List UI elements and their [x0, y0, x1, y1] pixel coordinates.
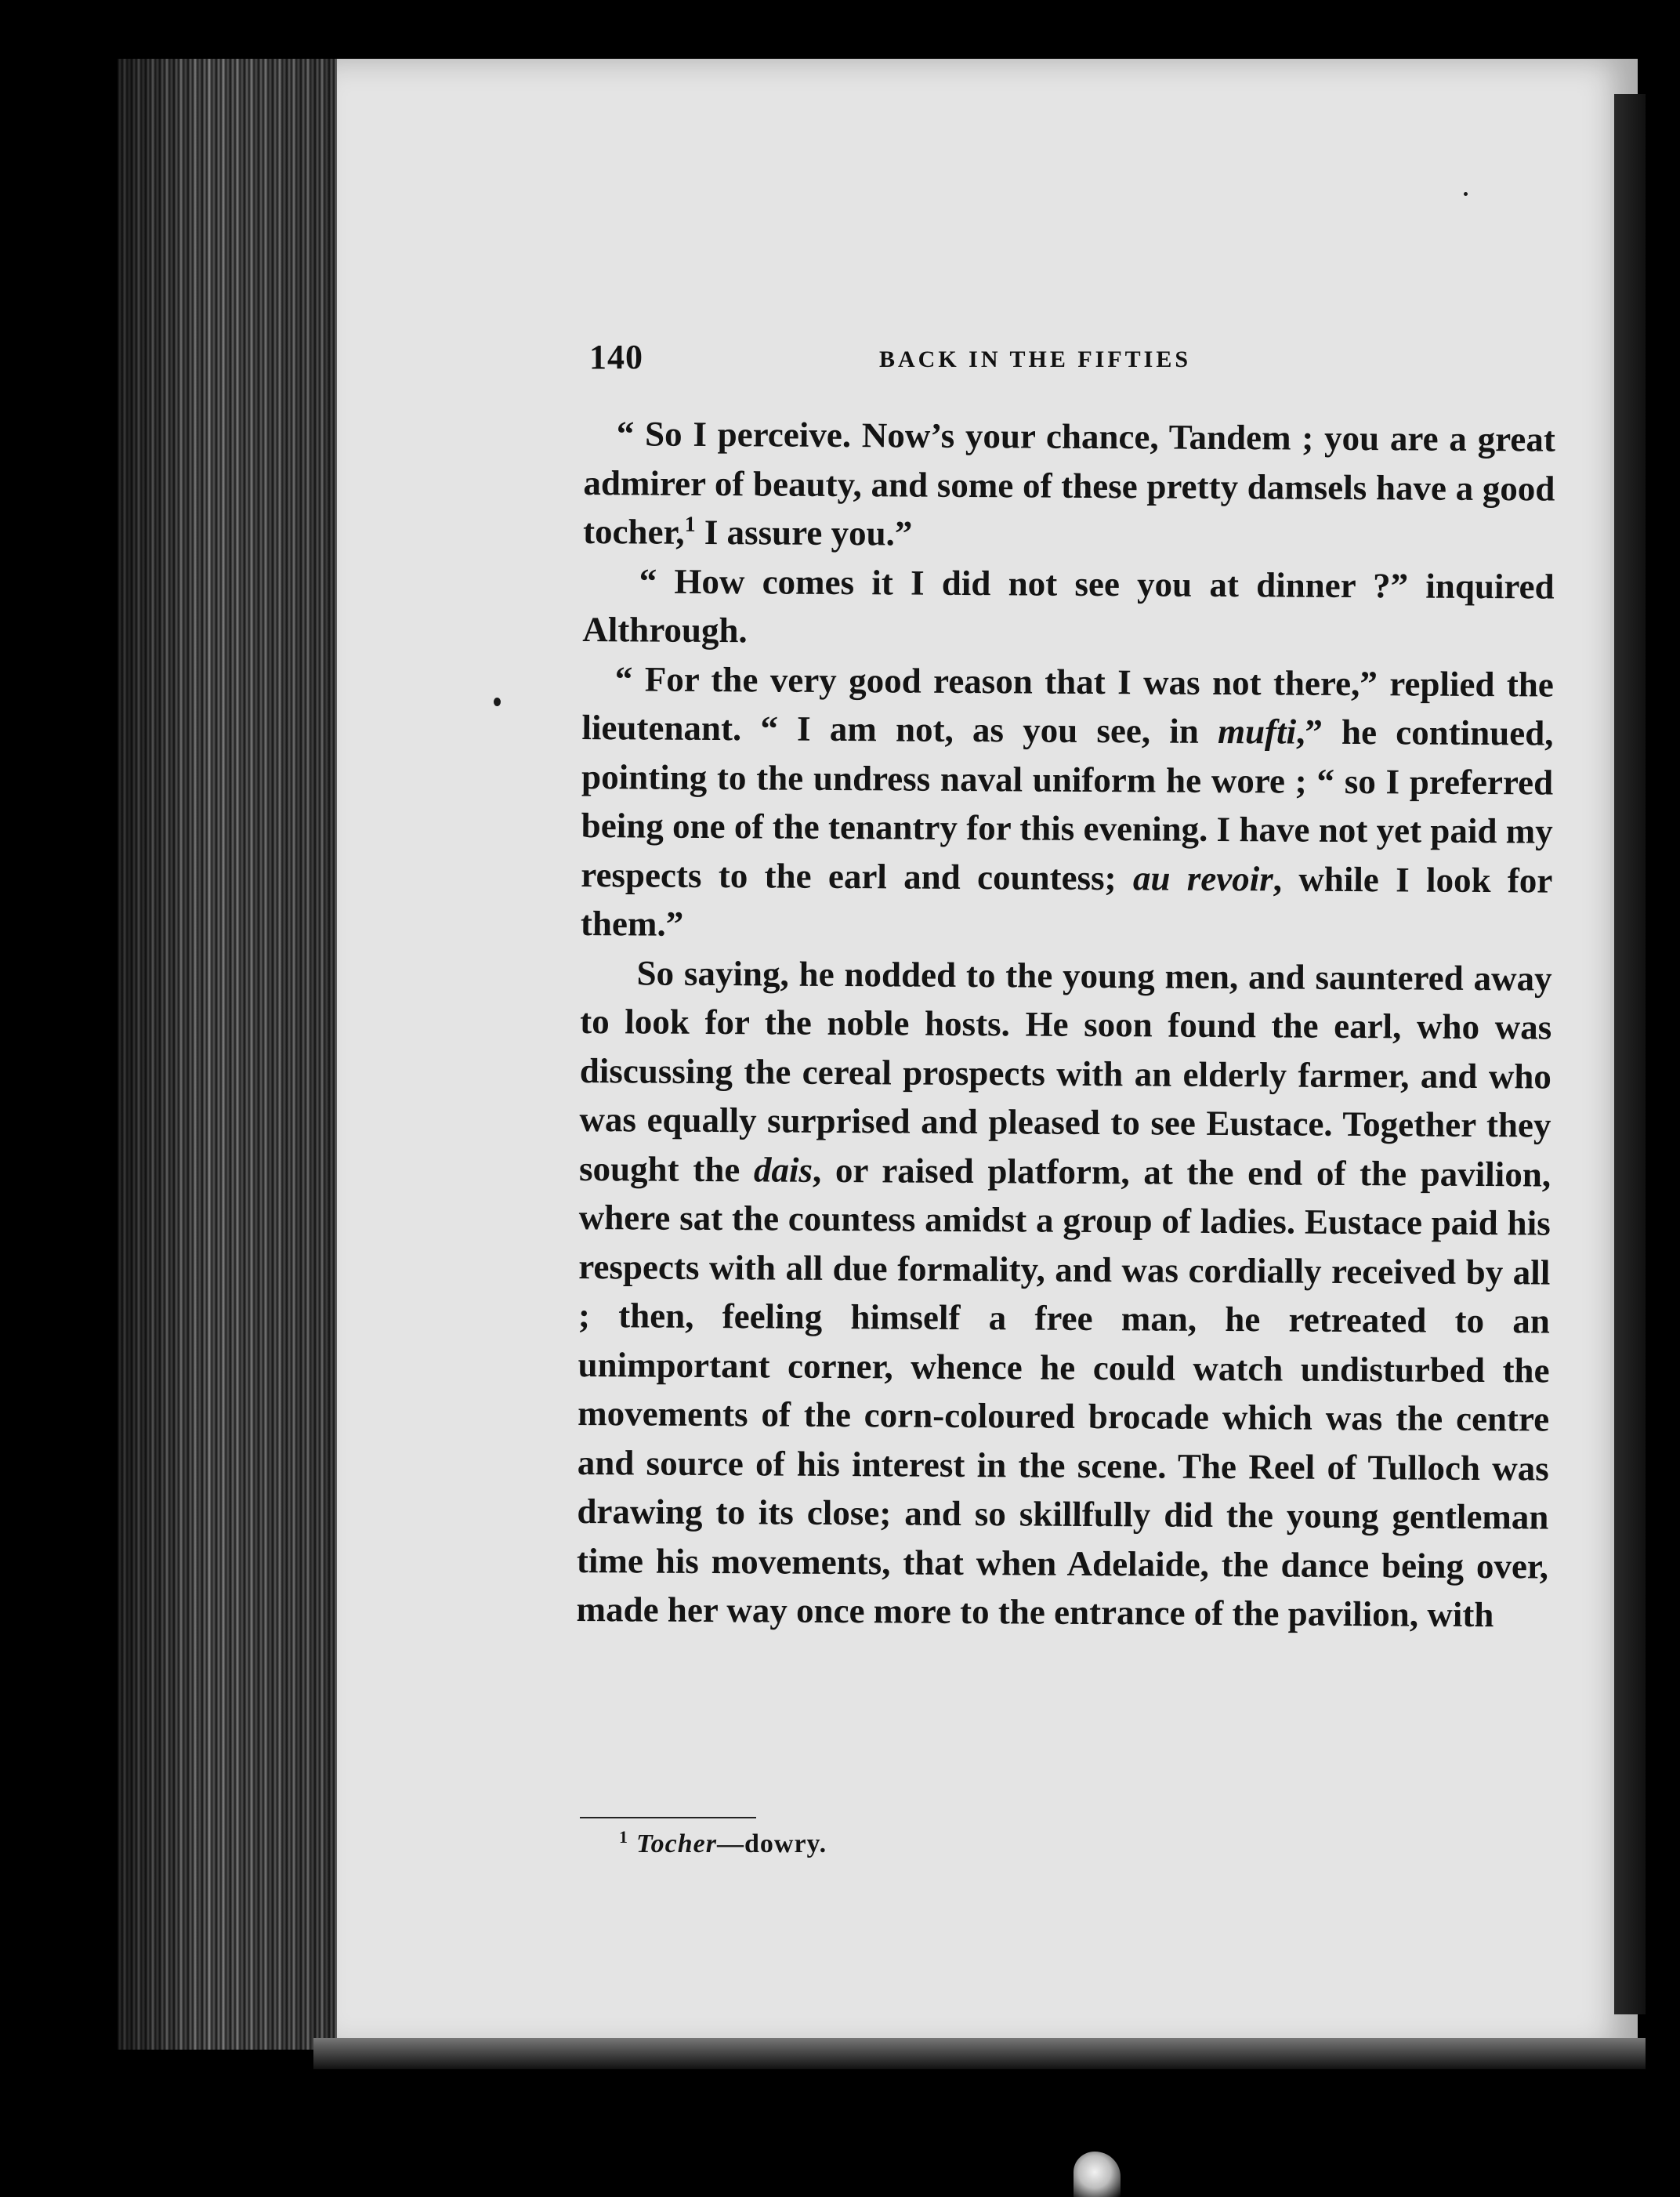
- text-span: “ So I perceive. Now’s your chance, Tandem ; you are a great admirer of beauty, and some of these pretty damsels have a good tocher,: [582, 414, 1555, 552]
- page-number: 140: [589, 338, 643, 376]
- italic-term: mufti: [1217, 711, 1297, 752]
- page-header: [589, 337, 1553, 392]
- dust-speck: [494, 698, 501, 706]
- footnote-marker: 1: [619, 1826, 628, 1847]
- text-span: , while I look for them.”: [580, 858, 1553, 944]
- text-span: , or raised platform, at the end of the pavilion, where sat the countess amidst a group of ladies. Eustace paid his respects with all due formality, and was cordially received by all ; then, feeling himself a free man, he retreated to an unimportant corner, whence he could watch undisturbed the movements of the corn-coloured brocade which was the centre and source of his interest in the scene. The Reel of Tulloch was drawing to its close; and so skillfully did the young gentleman time his movements, that when Adelaide, the dance being over, made her way once more to the entrance of the pavilion, with: [576, 1150, 1551, 1635]
- page-bottom-shadow: [313, 2038, 1646, 2069]
- paragraph: [582, 556, 1555, 660]
- italic-term: dais: [753, 1149, 813, 1190]
- page-right-gutter: [1614, 94, 1646, 2014]
- paragraph: [581, 654, 1554, 954]
- text-span: “ How comes it I did not see you at dinner ?” inquired Althrough.: [582, 560, 1555, 651]
- text-span: I assure you.”: [695, 512, 913, 553]
- footnote-rule: [580, 1817, 756, 1818]
- text-span: “ For the very good reason that I was not there,” replied the lieutenant. “ I am not, as you see, in: [581, 658, 1555, 751]
- italic-term: au revoir: [1132, 857, 1273, 898]
- dust-speck: [1464, 192, 1468, 196]
- footnote-definition: —dowry.: [716, 1829, 827, 1858]
- footnote-term: Tocher: [636, 1829, 717, 1858]
- footnote-ref: 1: [684, 512, 696, 537]
- page-edges-shadow: [118, 59, 345, 2050]
- text-span: ,” he continued, pointing to the undress naval uniform he wore ; “ so I preferred being one of the tenantry for this evening. I have not yet paid my respects to the earl and countess;: [581, 712, 1554, 897]
- body-text: [576, 409, 1555, 1640]
- paragraph: [576, 948, 1551, 1640]
- text-span: So saying, he nodded to the young men, and sauntered away to look for the noble hosts. He soon found the earl, who was discussing the cereal prospects with an elderly farmer, and who was equally surprised and pleased to see Eustace. Together they sought the: [578, 952, 1552, 1189]
- paragraph: [583, 409, 1555, 562]
- footnote: [619, 1826, 827, 1859]
- running-head: BACK IN THE FIFTIES: [879, 346, 1192, 372]
